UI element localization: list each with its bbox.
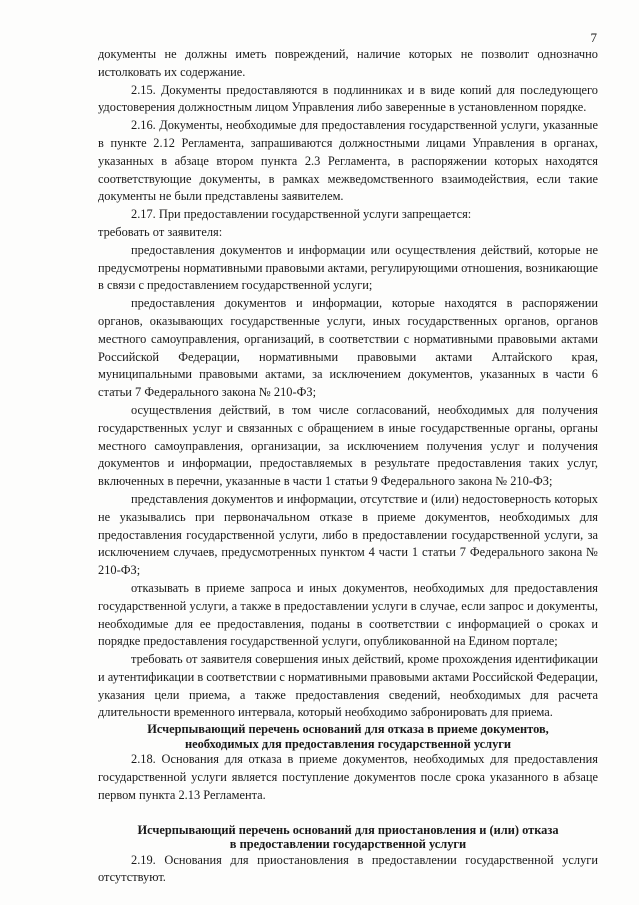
paragraph-clause-5: отказывать в приеме запроса и иных документов, необходимых для предоставления государственной услуги, а также в предоставлении услуги в случае, если запрос и документы, необходимые для ее предоставления, поданы в соответствии с информацией о сроках и порядке предоставления государственной услуги, опубликованной на Едином портале; bbox=[98, 580, 598, 649]
paragraph-continuation: документы не должны иметь повреждений, наличие которых не позволит однозначно истолковать их содержание. bbox=[98, 47, 598, 79]
section-heading-refusal bbox=[98, 722, 598, 751]
paragraph-require-intro: требовать от заявителя: bbox=[98, 224, 223, 239]
paragraph-clause-4: представления документов и информации, отсутствие и (или) недостоверность которых не указывались при первоначальном отказе в приеме документов, необходимых для предоставления государственной услуги, либо в предоставлении государственной услуги, за исключением случаев, предусмотренных пунктом 4 части 1 статьи 7 Федерального закона № 210-ФЗ; bbox=[98, 491, 598, 578]
section-heading-refusal-line-2: необходимых для предоставления государственной услуги bbox=[184, 736, 512, 751]
paragraph-clause-3: осуществления действий, в том числе согласований, необходимых для получения государственных услуг и связанных с обращением в иные государственные органы, органы местного самоуправления, организации, за исключением получения услуг и получения документов и информации, предоставляемых в результате предоставления таких услуг, включенных в перечни, указанные в части 1 статьи 9 Федерального закона № 210-ФЗ; bbox=[98, 402, 598, 489]
section-heading-refusal-line-1: Исчерпывающий перечень оснований для отказа в приеме документов, bbox=[147, 722, 549, 737]
paragraph-clause-2: предоставления документов и информации, которые находятся в распоряжении органов, оказывающих государственные услуги, иных государственных органов, органов местного самоуправления, организаций, в соответствии с нормативными правовыми актами Российской Федерации, нормативными правовыми актами Алтайского края, муниципальными правовыми актами, за исключением документов, указанных в части 6 статьи 7 Федерального закона № 210-ФЗ; bbox=[98, 296, 598, 400]
section-heading-suspension-line-2: в предоставлении государственной услуги bbox=[229, 837, 467, 852]
paragraph-2-16: 2.16. Документы, необходимые для предоставления государственной услуги, указанные в пункте 2.12 Регламента, запрашиваются должностными лицами Управления в органах, указанных в абзаце втором пункта 2.3 Регламента, в распоряжении которых находятся соответствующие документы, в рамках межведомственного взаимодействия, если такие документы не были представлены заявителем. bbox=[98, 118, 598, 204]
document-body bbox=[98, 46, 598, 887]
paragraph-2-15: 2.15. Документы предоставляются в подлинниках и в виде копий для последующего удостоверения должностным лицом Управления либо заверенные в установленном порядке. bbox=[98, 82, 598, 115]
paragraph-2-17: 2.17. При предоставлении государственной услуги запрещается: bbox=[131, 207, 472, 222]
section-heading-suspension-line-1: Исчерпывающий перечень оснований для приостановления и (или) отказа bbox=[137, 822, 559, 837]
paragraph-2-18: 2.18. Основания для отказа в приеме документов, необходимых для предоставления государственной услуги является поступление документов после срока указанного в абзаце первом пункта 2.13 Регламента. bbox=[98, 752, 598, 802]
paragraph-2-19: 2.19. Основания для приостановления в предоставлении государственной услуги отсутствуют. bbox=[98, 852, 598, 885]
paragraph-clause-6: требовать от заявителя совершения иных действий, кроме прохождения идентификации и аутентификации в соответствии с нормативными правовыми актами Российской Федерации, указания цели приема, а также предоставления сведений, необходимых для расчета длительности временного интервала, который необходимо забронировать для приема. bbox=[98, 652, 599, 720]
page-number: 7 bbox=[590, 30, 597, 45]
paragraph-clause-1: предоставления документов и информации или осуществления действий, которые не предусмотрены нормативными правовыми актами, регулирующими отношения, возникающие в связи с предоставлением государственной услуги; bbox=[98, 242, 598, 293]
section-heading-suspension bbox=[98, 823, 598, 852]
